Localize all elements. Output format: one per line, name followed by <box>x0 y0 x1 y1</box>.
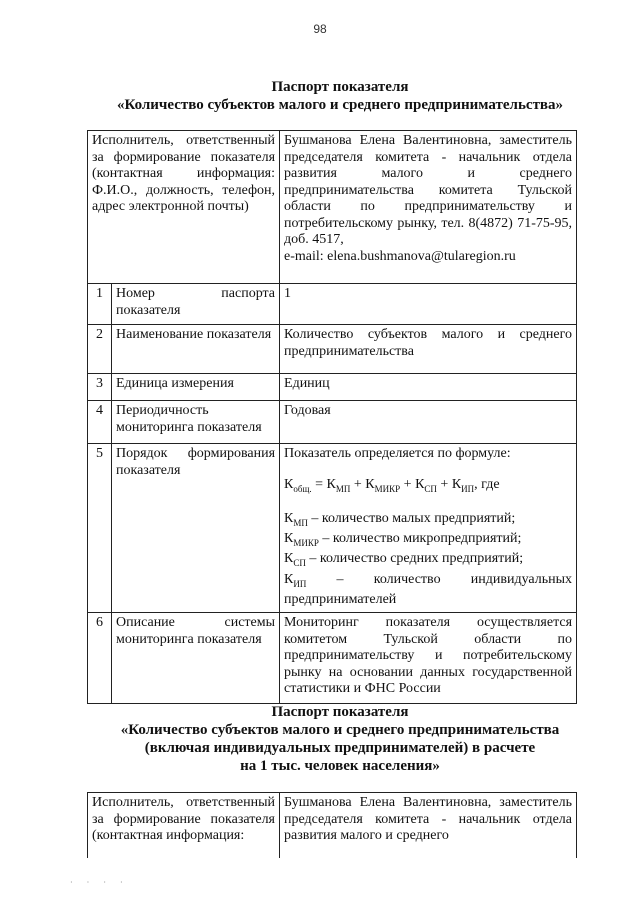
legend-ip: $К_{ИП}$ – количество индивидуальных предпринимателей <box>284 571 573 607</box>
formula: $К_{общ.} = К_{МП} + К_{МИКР} + К_{СП} + К_{ИП}$, где <box>284 476 500 494</box>
row-label: Единица измерения <box>112 374 280 401</box>
row-number: 2 <box>88 325 112 374</box>
executor-value: Бушманова Елена Валентиновна, заместитель председателя комитета - начальник отдела развития малого и среднего предпринимательства комитета Тульской области по предпринимательству и потребительскому рынку, тел. 8(4872) 71-75-95, доб. 4517, <box>284 133 573 247</box>
passport2-table-clip <box>0 792 640 858</box>
passport2-title <box>80 703 600 775</box>
row-value: Годовая <box>280 401 577 444</box>
row-value: Количество субъектов малого и среднего предпринимательства <box>280 325 577 374</box>
page-number: 98 <box>313 22 327 36</box>
row-number: 4 <box>88 401 112 444</box>
executor-cell <box>280 131 577 284</box>
row-label: Наименование показателя <box>112 325 280 374</box>
passport2-title-line4: на 1 тыс. человек населения» <box>240 758 440 774</box>
executor-row <box>88 131 577 284</box>
row-label: Описание системы мониторинга показателя <box>112 613 280 704</box>
formula-cell <box>280 444 577 613</box>
passport1-title <box>80 78 600 114</box>
row-label: Периодичность мониторинга показателя <box>112 401 280 444</box>
table-row <box>88 401 577 444</box>
executor-value: Бушманова Елена Валентиновна, заместитель председателя комитета - начальник отдела развития малого и среднего <box>280 793 577 859</box>
executor-label: Исполнитель, ответственный за формирование показателя (контактная информация: <box>88 793 280 859</box>
passport2-title-line3: (включая индивидуальных предпринимателей) в расчете <box>144 740 536 756</box>
row-value: 1 <box>280 284 577 325</box>
passport1-title-line2: «Количество субъектов малого и среднего предпринимательства» <box>116 97 564 113</box>
passport1-title-line1: Паспорт показателя <box>271 79 409 95</box>
passport2-title-line2: «Количество субъектов малого и среднего предпринимательства <box>120 722 560 738</box>
row-number: 5 <box>88 444 112 613</box>
legend-mp: $К_{МП}$ – количество малых предприятий; <box>284 510 516 528</box>
legend-mikr: $К_{МИКР}$ – количество микропредприятий; <box>284 531 522 548</box>
scan-dots-decoration: · · · · <box>70 878 129 887</box>
row-number: 3 <box>88 374 112 401</box>
passport2-title-line1: Паспорт показателя <box>271 704 409 720</box>
formula-intro: Показатель определяется по формуле: <box>284 446 511 461</box>
row-number: 6 <box>88 613 112 704</box>
row-label: Порядок формирования показателя <box>112 444 280 613</box>
row-value: Единиц <box>280 374 577 401</box>
table-row <box>88 325 577 374</box>
passport2-table <box>87 792 577 858</box>
executor-row <box>88 793 577 859</box>
table-row <box>88 444 577 613</box>
table-row <box>88 613 577 704</box>
row-number: 1 <box>88 284 112 325</box>
row-label: Номер паспорта показателя <box>112 284 280 325</box>
table-row <box>88 374 577 401</box>
executor-email: e-mail: elena.bushmanova@tularegion.ru <box>284 248 516 264</box>
executor-label: Исполнитель, ответственный за формирование показателя (контактная информация: Ф.И.О., должность, телефон, адрес электронной почты) <box>88 131 280 284</box>
passport1-table <box>87 130 577 704</box>
legend-sp: $К_{СП}$ – количество средних предприятий; <box>284 551 524 569</box>
table-row <box>88 284 577 325</box>
row-value: Мониторинг показателя осуществляется комитетом Тульской области по предпринимательству и потребительскому рынку на основании данных государственной статистики и ФНС России <box>280 613 577 704</box>
